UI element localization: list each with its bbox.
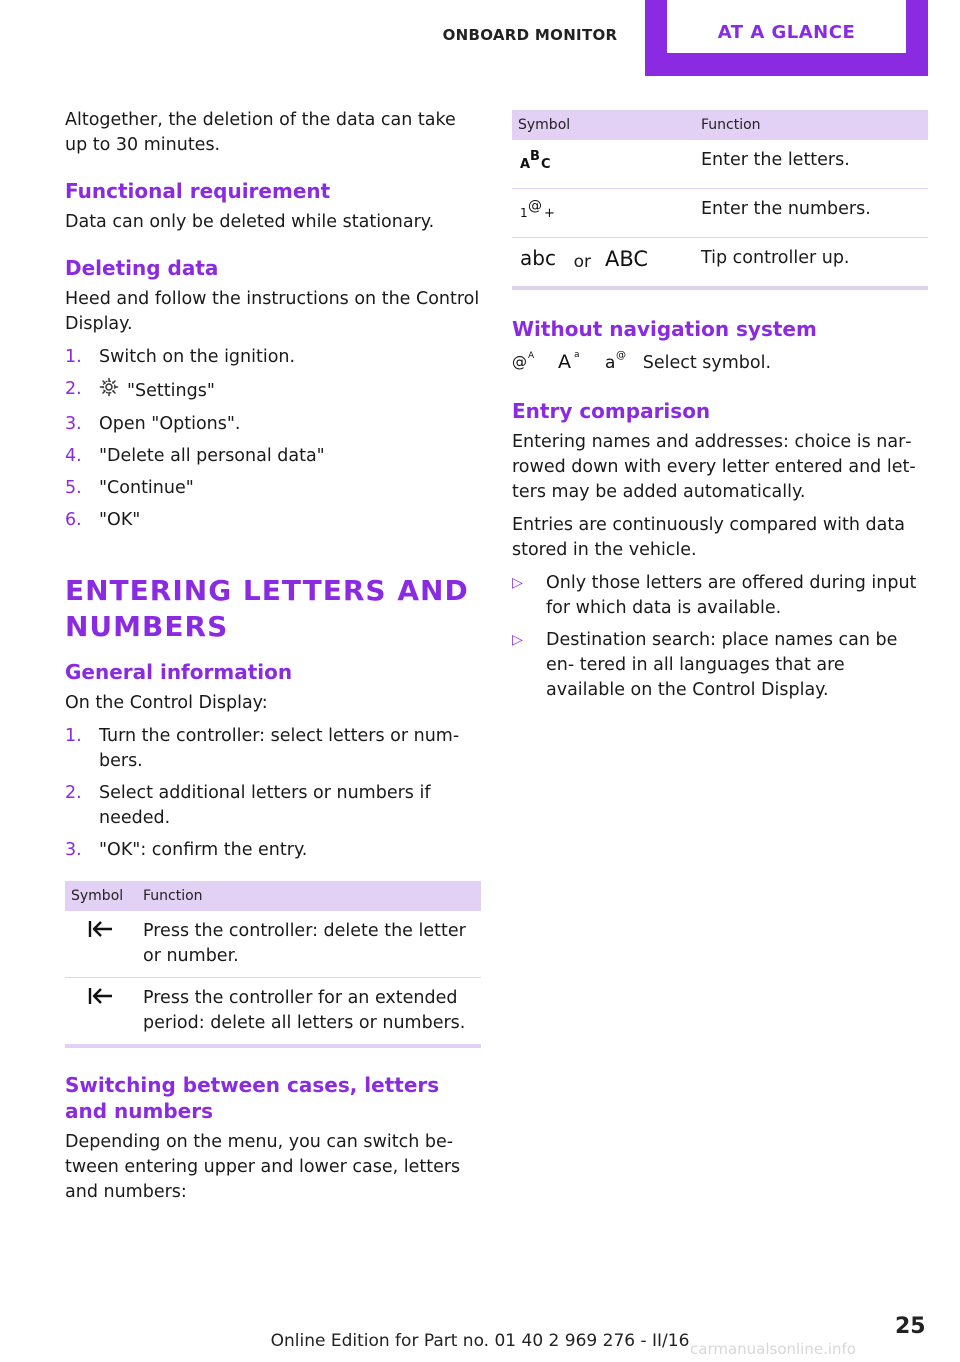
- function-column-header: Function: [137, 881, 481, 911]
- entry-comparison-text-1: Entering names and addresses: choice is nar‐ rowed down with every letter entered and let‐ ters may be added automatically.: [512, 432, 916, 502]
- lowercase-mode-icon: [603, 348, 629, 378]
- table-row: [512, 140, 928, 189]
- entering-heading: ENTERING LETTERS AND NUMBERS: [65, 574, 469, 643]
- right-column: [512, 108, 928, 710]
- list-item: ▷ Destination search: place names can be en‐ tered in all languages that are available on the Control Display.: [512, 630, 898, 700]
- function-cell: Tip controller up.: [701, 248, 850, 268]
- uppercase-mode-icon: [558, 348, 584, 378]
- general-steps: [65, 724, 481, 863]
- backspace-arrow-icon: [88, 919, 114, 947]
- section-title: ONBOARD MONITOR: [442, 26, 618, 44]
- svg-text:ABC: ABC: [604, 247, 648, 270]
- function-cell: Enter the numbers.: [695, 189, 928, 238]
- without-nav-row: [512, 348, 928, 378]
- triangle-bullet-icon: ▷: [512, 632, 523, 648]
- svg-text:A: A: [528, 351, 535, 361]
- settings-gear-icon: [99, 377, 119, 405]
- general-info-text: On the Control Display:: [65, 693, 268, 713]
- svg-text:@: @: [616, 350, 627, 361]
- abc-uppercase-letters-icon: [518, 148, 558, 180]
- chapter-tab-inner: [667, 0, 906, 53]
- table-row: [65, 911, 481, 978]
- watermark: carmanualsonline.info: [690, 1340, 856, 1358]
- without-nav-text: Select symbol.: [642, 353, 772, 373]
- svg-text:A: A: [557, 351, 571, 370]
- deleting-steps: [65, 345, 481, 533]
- deleting-data-heading: Deleting data: [65, 256, 219, 280]
- function-cell: Enter the letters.: [695, 140, 928, 189]
- list-item: ▷ Only those letters are offered during input for which data is available.: [512, 573, 917, 618]
- list-item: 4. "Delete all personal data": [65, 446, 325, 466]
- numbers-symbols-icon: [518, 197, 558, 229]
- svg-text:C: C: [541, 157, 551, 172]
- without-nav-heading: Without navigation system: [512, 317, 817, 341]
- symbol-column-header: Symbol: [512, 110, 695, 140]
- function-column-header: Function: [695, 110, 928, 140]
- intro-text: Altogether, the deletion of the data can take up to 30 minutes.: [65, 110, 456, 155]
- entry-comparison-text-2: Entries are continuously compared with data stored in the vehicle.: [512, 515, 905, 560]
- functional-requirement-heading: Functional requirement: [65, 179, 331, 203]
- list-item: 2. "Settings": [65, 377, 481, 405]
- chapter-tab: [645, 0, 928, 76]
- table-header-row: [512, 110, 928, 140]
- function-cell: Press the controller for an extended period: delete all letters or numbers.: [143, 988, 466, 1033]
- table-row: [512, 189, 928, 238]
- switch-symbol-table: [512, 110, 928, 290]
- page-number: 25: [895, 1314, 926, 1339]
- list-item: 1. Switch on the ignition.: [65, 347, 296, 367]
- svg-text:@: @: [512, 353, 527, 370]
- list-item: 1. Turn the controller: select letters or num‐ bers.: [65, 726, 460, 771]
- functional-requirement-text: Data can only be deleted while stationary.: [65, 212, 435, 232]
- table-row: [65, 978, 481, 1047]
- switching-text: Depending on the menu, you can switch be‐ tween entering upper and lower case, letters and numbers:: [65, 1132, 461, 1202]
- or-text: or: [573, 252, 591, 272]
- edition-footer: Online Edition for Part no. 01 40 2 969 276 - II/16: [270, 1331, 690, 1351]
- at-symbol-mode-icon: [512, 348, 538, 378]
- function-cell: Press the controller: delete the letter or number.: [137, 911, 481, 978]
- svg-text:B: B: [530, 149, 540, 164]
- table-header-row: [65, 881, 481, 911]
- svg-text:@: @: [528, 198, 542, 214]
- list-item: 6. "OK": [65, 510, 141, 530]
- symbol-column-header: Symbol: [65, 881, 137, 911]
- abc-case-toggle-icon: [603, 246, 655, 278]
- chapter-tab-label: AT A GLANCE: [717, 22, 856, 43]
- list-item: 5. "Continue": [65, 478, 194, 498]
- delete-symbol-table: [65, 881, 481, 1048]
- svg-text:a: a: [605, 353, 616, 370]
- list-item: 2. Select additional letters or numbers if needed.: [65, 783, 431, 828]
- left-column: [65, 108, 481, 1213]
- deleting-data-text: Heed and follow the instructions on the Control Display.: [65, 289, 480, 334]
- svg-text:a: a: [573, 350, 580, 360]
- entry-bullets: [512, 571, 928, 703]
- svg-text:abc: abc: [520, 246, 556, 270]
- table-row: [512, 238, 928, 289]
- list-item: 3. "OK": confirm the entry.: [65, 840, 308, 860]
- backspace-arrow-icon: [88, 986, 114, 1014]
- triangle-bullet-icon: ▷: [512, 575, 523, 591]
- list-item: 3. Open "Options".: [65, 414, 241, 434]
- switching-heading: Switching between cases, letters and numbers: [65, 1073, 440, 1123]
- svg-text:1: 1: [520, 206, 528, 220]
- svg-text:+: +: [544, 206, 555, 221]
- entry-comparison-heading: Entry comparison: [512, 399, 711, 423]
- abc-lowercase-icon: [518, 246, 562, 278]
- svg-text:A: A: [520, 157, 531, 172]
- general-info-heading: General information: [65, 660, 293, 684]
